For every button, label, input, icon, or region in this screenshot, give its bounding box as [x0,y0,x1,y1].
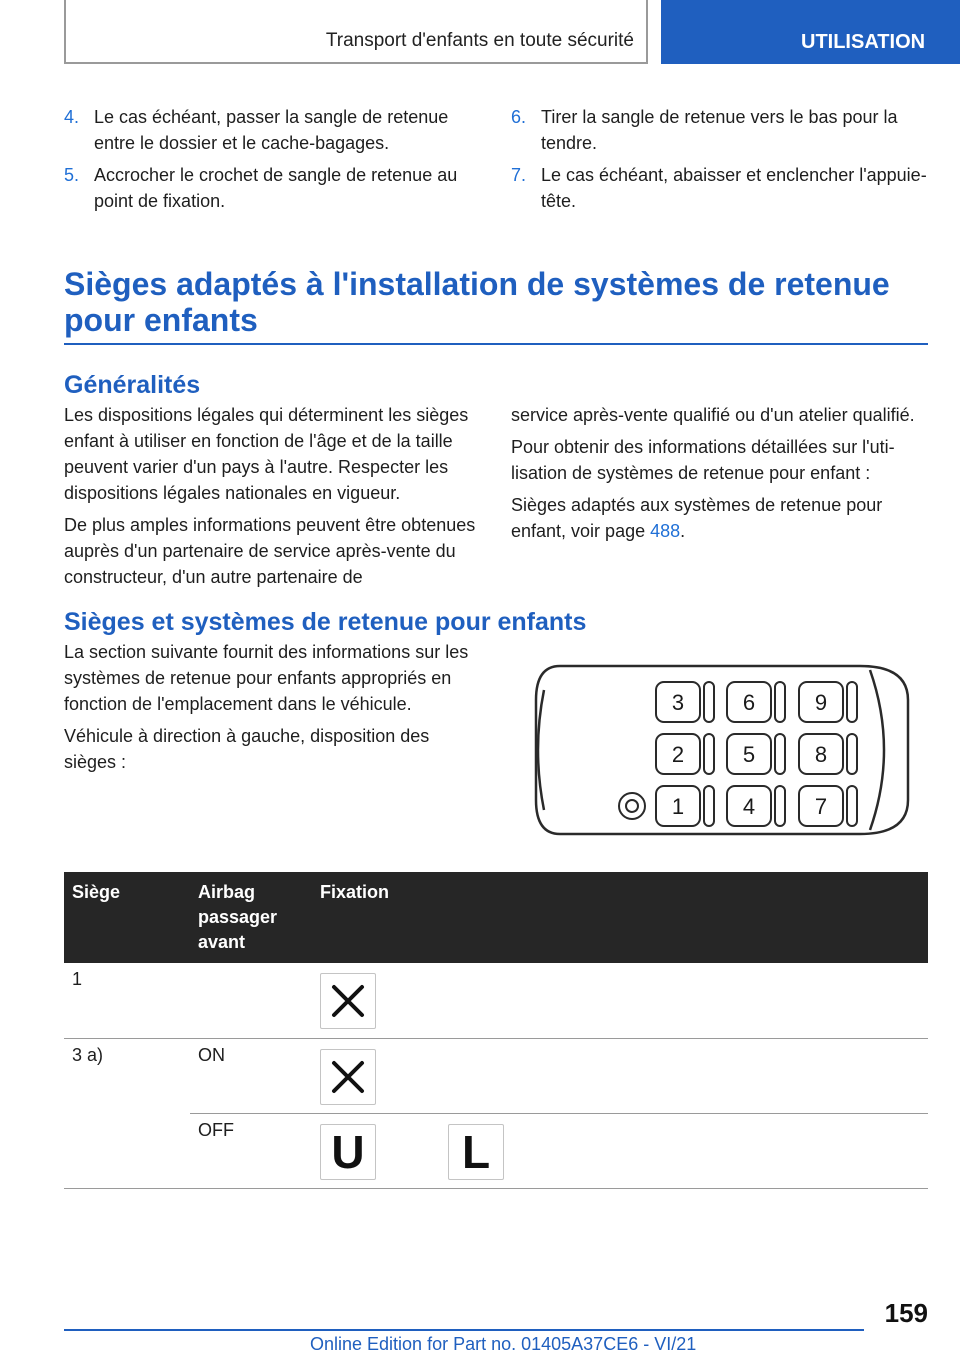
step-number: 6. [511,107,527,127]
seat-number-label: 2 [671,742,685,767]
fixation-u-label: U [331,1125,365,1178]
cell-seat: 3 a) [72,1044,104,1065]
step-text: Le cas échéant, passer la sangle de retenue entre le dossier et le cache-bagages. [94,107,449,153]
steering-wheel-icon [619,793,645,819]
seat-2 [656,734,714,774]
seat-number-label: 1 [671,794,685,819]
fixation-l-label: L [461,1125,491,1178]
seat-number-label: 6 [742,690,756,715]
seat-number-label: 3 [671,690,685,715]
main-heading: Sièges adaptés à l'installation de systèmes de retenue pour enfants [64,266,890,338]
seat-number-label: 9 [814,690,828,715]
cell-fixation [312,963,928,1038]
paragraph-end: . [680,521,686,541]
seat-4 [727,786,785,826]
seats-text-column [64,639,484,781]
vehicle-rear-line [870,670,884,830]
footer-edition: Online Edition for Part no. 01405A37CE6 - VI/21 [310,1334,697,1354]
table-row [64,1038,928,1113]
seat-6 [727,682,785,722]
table-row [64,963,928,1038]
seat-grid [656,682,857,826]
general-heading: Généralités [64,371,201,399]
seats-paragraph: Véhicule à direction à gauche, disposition des sièges : [64,726,430,772]
step-text: Accrocher le crochet de sangle de retenue au point de fixation. [94,165,458,211]
cell-fixation [312,1113,928,1188]
header-section-label: UTILISATION [801,31,926,53]
header-title-box [64,0,648,64]
step-text: Tirer la sangle de retenue vers le bas pour la tendre. [541,107,898,153]
seat-1 [656,786,714,826]
cross-icon [320,1049,376,1105]
general-left-column [64,402,484,596]
seat-layout-diagram [530,660,910,840]
fixation-u-icon [320,1124,376,1180]
header-section-tab[interactable] [661,0,960,64]
fixation-l-icon [448,1124,504,1180]
seat-8 [799,734,857,774]
general-right-column [511,402,927,550]
general-paragraph: Les dispositions légales qui déterminent les sièges enfant à utiliser en fonction de l'âge et de la taille peuvent varier d'un pays à l'autre. Respecter les dispositions légales nationales en vigueur. [64,405,469,503]
footer-divider [64,1329,864,1331]
cross-icon [320,973,376,1029]
paragraph-text: Sièges adaptés aux systèmes de retenue pour enfant, voir page [511,495,883,541]
general-paragraph-with-link [511,492,927,544]
page-link[interactable]: 488 [650,521,681,541]
seat-5 [727,734,785,774]
cell-fixation [312,1038,928,1113]
seats-paragraph: La section suivante fournit des informations sur les systèmes de retenue pour enfants appropriés en fonction de l'emplacement dans le véhicule. [64,642,469,714]
column-header-seat: Siège [72,882,121,902]
step-item [64,162,484,214]
step-text: Le cas échéant, abaisser et enclencher l'appuie-tête. [541,165,927,211]
step-number: 7. [511,165,527,185]
cell-airbag [190,963,312,1038]
column-header-fixation: Fixation [320,882,390,902]
seat-table [64,872,928,1189]
seat-9 [799,682,857,722]
table-header-row [64,872,928,963]
cell-airbag: OFF [190,1113,312,1188]
general-paragraph: service après-vente qualifié ou d'un atelier qualifié. [511,405,915,425]
seat-number-label: 4 [742,794,756,819]
seat-number-label: 7 [814,794,828,819]
general-paragraph: De plus amples informations peuvent être obtenues auprès d'un partenaire de service après-vente du constructeur, d'un autre partenaire de [64,515,476,587]
page-number: 159 [884,1298,928,1328]
table-row [64,1113,928,1188]
step-item [511,162,927,214]
heading-divider [64,343,928,345]
seat-number-label: 5 [742,742,756,767]
step-item [511,104,927,156]
cell-seat: 1 [64,963,190,1038]
general-paragraph: Pour obtenir des informations détaillées sur l'utilisation de systèmes de retenue pour enfant : [511,437,895,483]
header-title: Transport d'enfants en toute sécurité [325,30,634,51]
steps-right-column [511,104,927,220]
step-item [64,104,484,156]
seats-heading: Sièges et systèmes de retenue pour enfants [64,608,587,636]
cell-seat [64,1113,190,1188]
seat-number-label: 8 [814,742,828,767]
steps-left-column [64,104,484,220]
seat-3 [656,682,714,722]
step-number: 4. [64,107,80,127]
cell-airbag: ON [190,1038,312,1113]
vehicle-front-line [538,690,544,810]
step-number: 5. [64,165,80,185]
column-header-airbag: Airbag passager avant [198,882,278,952]
vehicle-outline [536,666,908,834]
seat-7 [799,786,857,826]
